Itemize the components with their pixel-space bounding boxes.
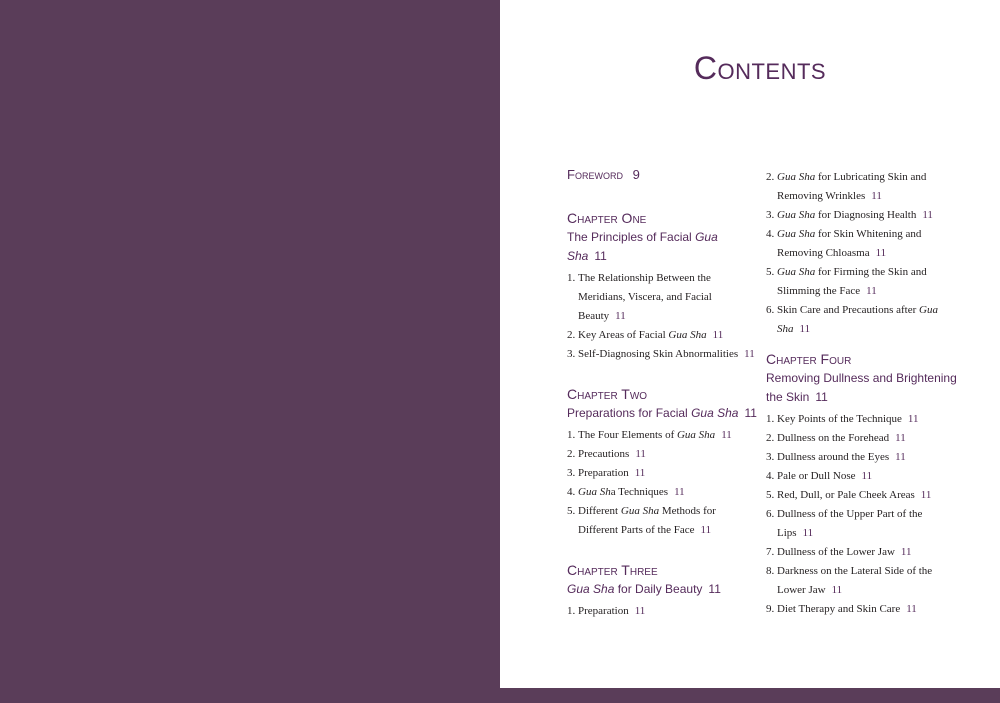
toc-item[interactable]: 2. Precautions 11	[567, 448, 646, 460]
toc-item[interactable]: 1. Key Points of the Technique 11	[766, 413, 919, 425]
foreword-entry[interactable]	[567, 165, 757, 185]
toc-item[interactable]: 6. Dullness of the Upper Part of the Lips 11	[766, 508, 923, 539]
toc-item[interactable]: 4. Gua Sha for Skin Whitening and Removing Chloasma 11	[766, 228, 922, 259]
chapter-one-heading[interactable]: Chapter One	[567, 210, 647, 226]
toc-item[interactable]: 3. Preparation 11	[567, 467, 646, 479]
chapter-three-title[interactable]: Gua Sha for Daily Beauty 11	[567, 582, 721, 596]
chapter-four-items	[766, 410, 961, 619]
chapter-two-items	[567, 426, 757, 540]
chapter-three-items	[567, 602, 757, 621]
toc-item[interactable]: 1. The Four Elements of Gua Sha 11	[567, 429, 732, 441]
toc-item[interactable]: 7. Dullness of the Lower Jaw 11	[766, 546, 912, 558]
toc-item[interactable]: 2. Gua Sha for Lubricating Skin and Removing Wrinkles 11	[766, 171, 927, 202]
toc-item[interactable]: 3. Dullness around the Eyes 11	[766, 451, 906, 463]
toc-item[interactable]: 3. Self-Diagnosing Skin Abnormalities 11	[567, 348, 755, 360]
toc-item[interactable]: 2. Key Areas of Facial Gua Sha 11	[567, 329, 724, 341]
toc-item[interactable]: 1. The Relationship Between the Meridians, Viscera, and Facial Beauty 11	[567, 272, 712, 322]
toc-item[interactable]: 2. Dullness on the Forehead 11	[766, 432, 906, 444]
toc-item[interactable]: 1. Preparation 11	[567, 605, 646, 617]
toc-column-left	[567, 165, 757, 621]
chapter-three-items-continued	[766, 168, 961, 339]
chapter-one-title[interactable]: The Principles of Facial Gua Sha 11	[567, 230, 718, 263]
toc-column-right	[766, 168, 961, 619]
page-title: Contents	[693, 50, 827, 86]
toc-item[interactable]: 5. Gua Sha for Firming the Skin and Slimming the Face 11	[766, 266, 927, 297]
toc-item[interactable]: 5. Red, Dull, or Pale Cheek Areas 11	[766, 489, 932, 501]
toc-item[interactable]: 3. Gua Sha for Diagnosing Health 11	[766, 209, 933, 221]
chapter-two-title[interactable]: Preparations for Facial Gua Sha 11	[567, 406, 757, 420]
foreword-page: 9	[632, 167, 640, 182]
toc-item[interactable]: 9. Diet Therapy and Skin Care 11	[766, 603, 917, 615]
toc-item[interactable]: 4. Gua Sha Techniques 11	[567, 486, 685, 498]
chapter-one-items	[567, 269, 757, 364]
bottom-bar	[500, 688, 1000, 703]
foreword-label: Foreword	[567, 167, 623, 182]
chapter-four-title[interactable]: Removing Dullness and Brightening the Skin 11	[766, 371, 957, 404]
toc-item[interactable]: 5. Different Gua Sha Methods for Different Parts of the Face 11	[567, 505, 716, 536]
toc-item[interactable]: 8. Darkness on the Lateral Side of the Lower Jaw 11	[766, 565, 933, 596]
chapter-two-heading[interactable]: Chapter Two	[567, 386, 648, 402]
chapter-three-heading[interactable]: Chapter Three	[567, 562, 658, 578]
contents-page	[500, 0, 1000, 703]
toc-item[interactable]: 4. Pale or Dull Nose 11	[766, 470, 873, 482]
chapter-four-heading[interactable]: Chapter Four	[766, 351, 852, 367]
toc-item[interactable]: 6. Skin Care and Precautions after Gua Sha 11	[766, 304, 938, 335]
